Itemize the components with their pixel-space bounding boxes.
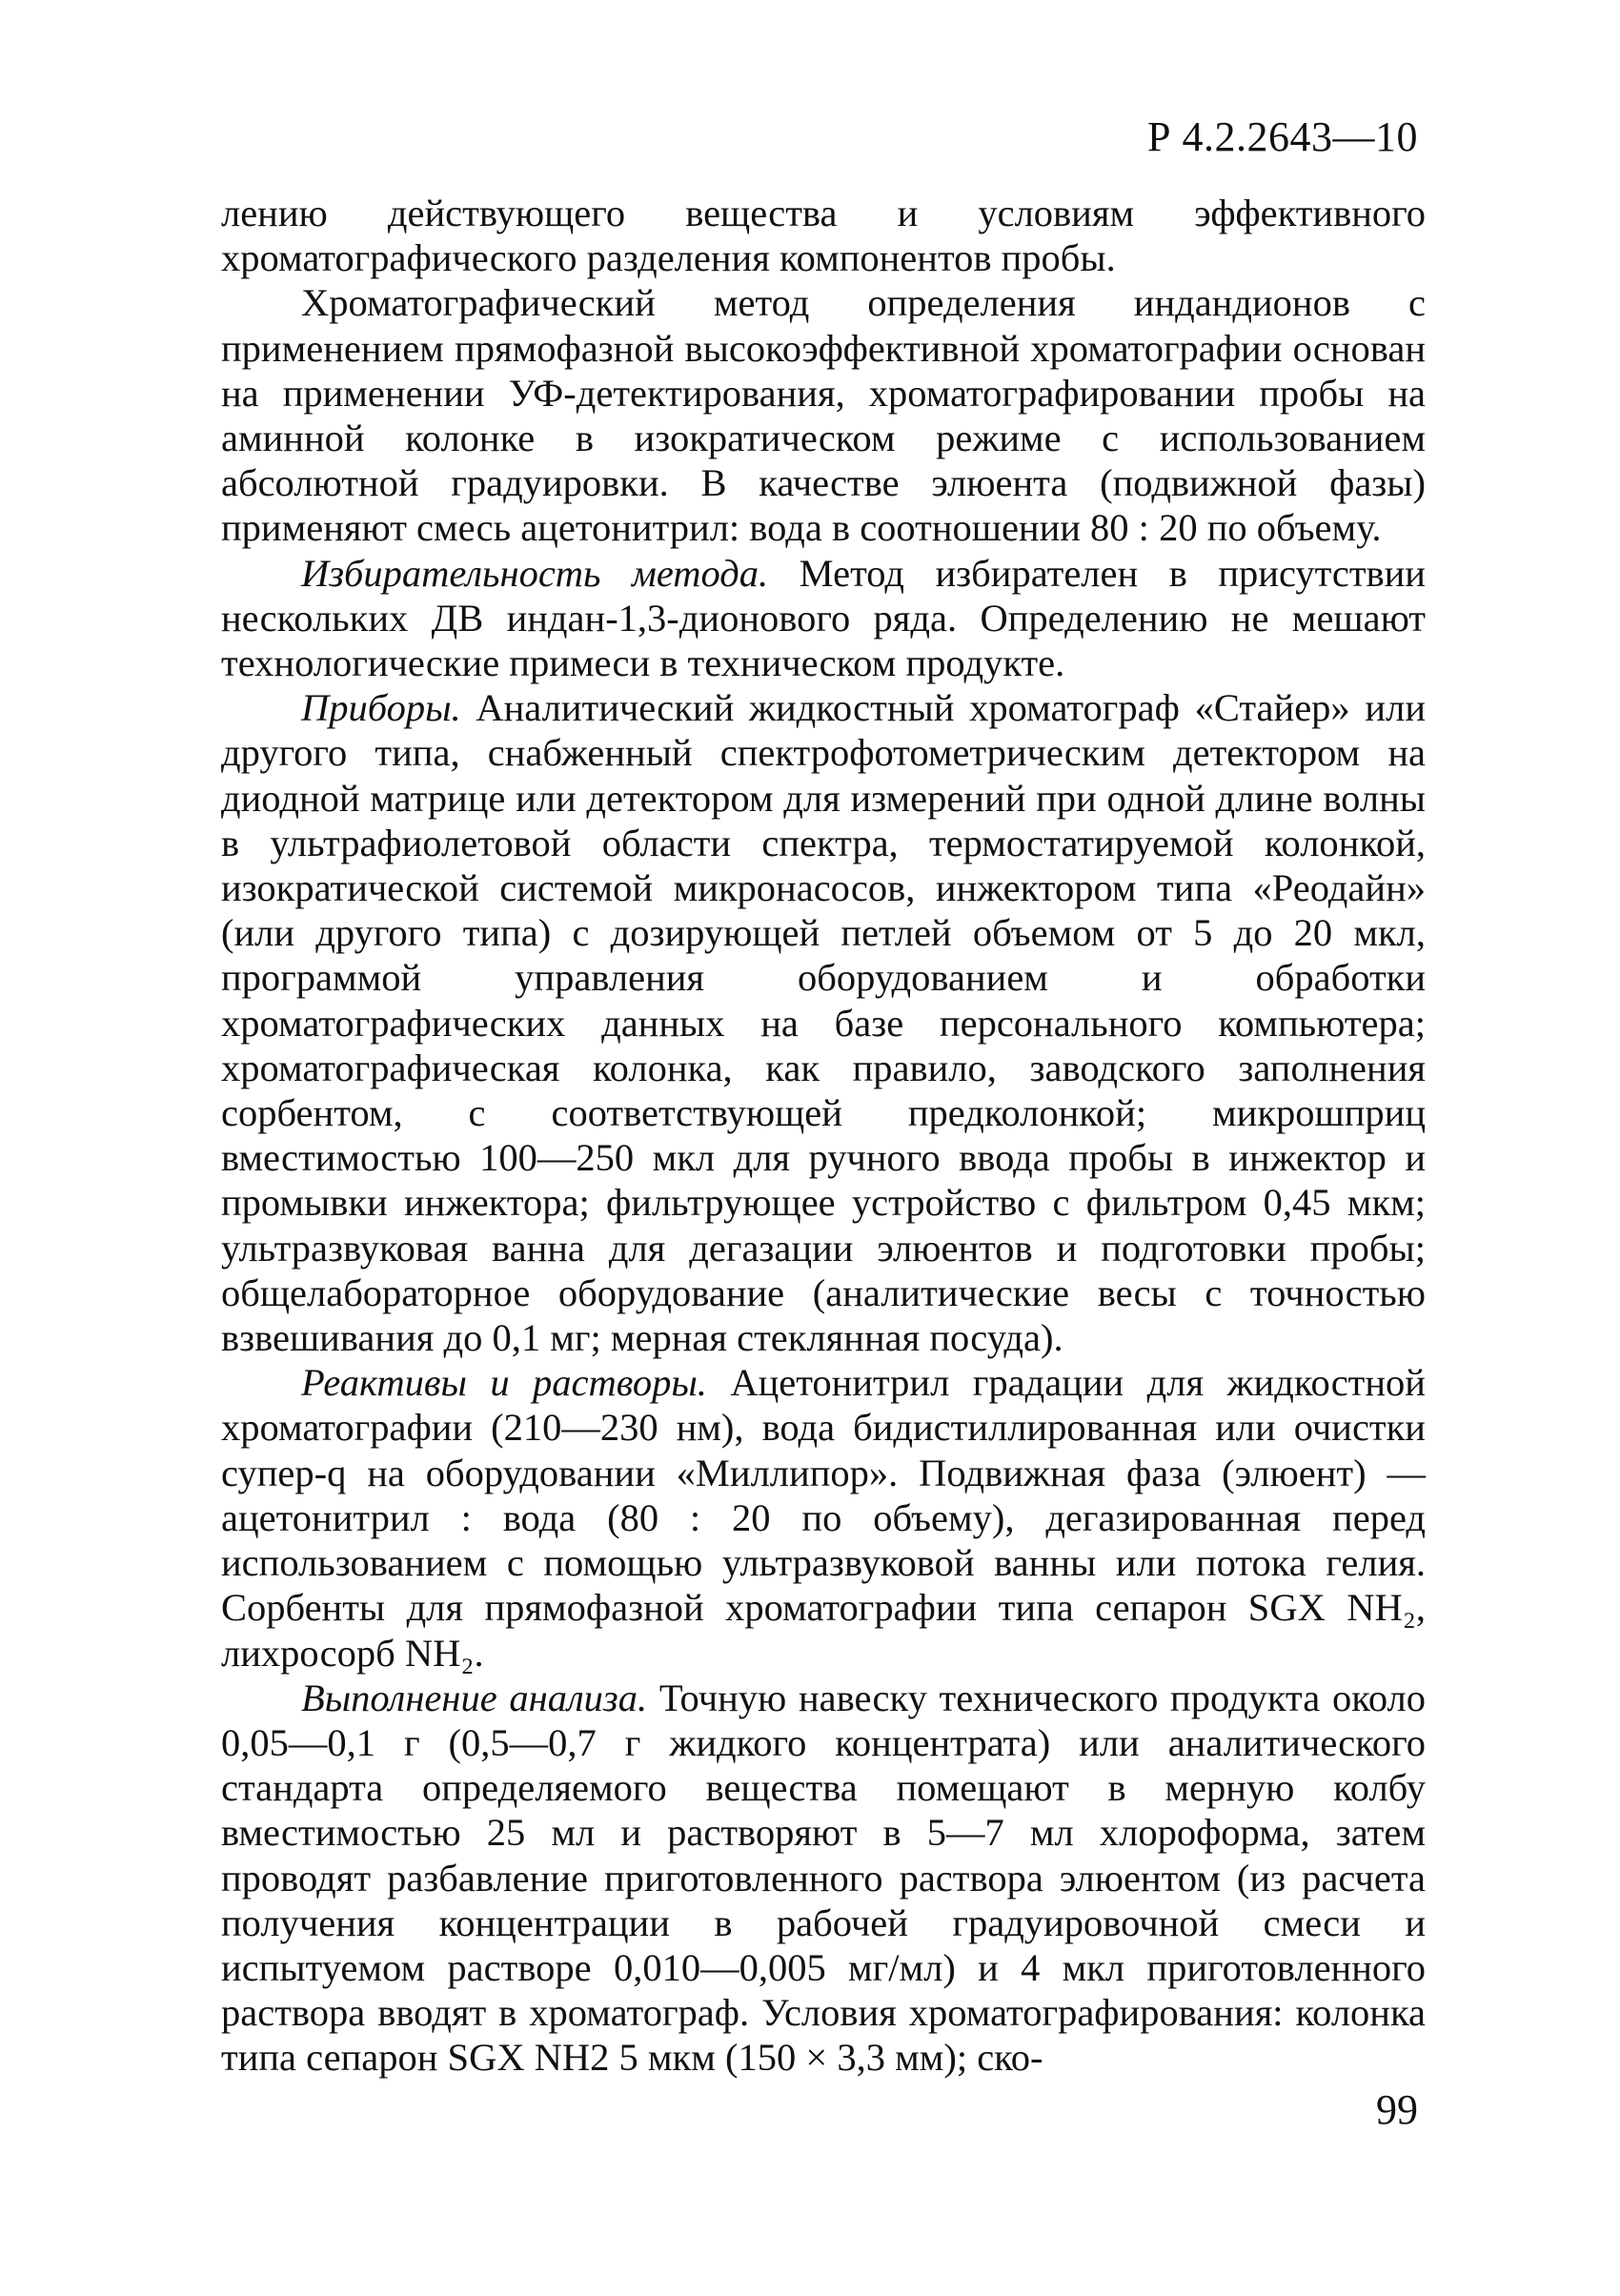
paragraph-text: Хроматографический метод определения индандионов с применением прямофазной высокоэффективной хроматографии основан на применении УФ-детектирования, хроматографировании пробы на аминной колонке в изократическом режиме с использованием абсолютной градуировки. В качестве элюента (подвижной фазы) применяют смесь ацетонитрил: вода в соотношении 80 : 20 по объему. (221, 281, 1426, 550)
document-code-header: Р 4.2.2643—10 (1147, 113, 1418, 160)
paragraph-lead: Избирательность метода. (301, 551, 769, 595)
paragraph-selectivity (221, 551, 1426, 686)
paragraph-lead: Приборы. (301, 686, 461, 730)
paragraph-instruments (221, 685, 1426, 1360)
paragraph-analysis-procedure (221, 1676, 1426, 2081)
page-number: 99 (1376, 2086, 1418, 2133)
paragraph-text: Метод избирателен в присутствии нескольких ДВ индан-1,3-дионового ряда. Определению не мешают технологические примеси в техническом продукте. (221, 551, 1426, 685)
paragraph-reagents (221, 1360, 1426, 1675)
paragraph-text: Точную навеску технического продукта около 0,05—0,1 г (0,5—0,7 г жидкого концентрата) или аналитического стандарта определяемого вещества помещают в мерную колбу вместимостью 25 мл и растворяют в 5—7 мл хлороформа, затем проводят разбавление приготовленного раствора элюентом (из расчета получения концентрации в рабочей градуировочной смеси и испытуемом растворе 0,010—0,005 мг/мл) и 4 мкл приготовленного раствора вводят в хроматограф. Условия хроматографирования: колонка типа сепарон SGX NH2 5 мкм (150 × 3,3 мм); ско- (221, 1676, 1426, 2080)
paragraph-text: лению действующего вещества и условиям эффективного хроматографического разделения компонентов пробы. (221, 192, 1426, 280)
paragraph-method-description (221, 280, 1426, 550)
paragraph-lead: Реактивы и растворы. (301, 1361, 707, 1405)
paragraph-text: Ацетонитрил градации для жидкостной хроматографии (210—230 нм), вода бидистиллированная или очистки супер-q на оборудовании «Миллипор». Подвижная фаза (элюент) — ацетонитрил : вода (80 : 20 по объему), дегазированная перед использованием с помощью ультразвуковой ванны или потока гелия. Сорбенты для прямофазной хроматографии типа сепарон SGX NH₂, лихросорб NH₂. (221, 1361, 1426, 1675)
paragraph-continuation (221, 191, 1426, 280)
body-text (221, 191, 1426, 2081)
paragraph-text: Аналитический жидкостный хроматограф «Стайер» или другого типа, снабженный спектрофотометрическим детектором на диодной матрице или детектором для измерений при одной длине волны в ультрафиолетовой области спектра, термостатируемой колонкой, изократической системой микронасосов, инжектором типа «Реодайн» (или другого типа) с дозирующей петлей объемом от 5 до 20 мкл, программой управления оборудованием и обработки хроматографических данных на базе персонального компьютера; хроматографическая колонка, как правило, заводского заполнения сорбентом, с соответствующей предколонкой; микрошприц вместимостью 100—250 мкл для ручного ввода пробы в инжектор и промывки инжектора; фильтрующее устройство с фильтром 0,45 мкм; ультразвуковая ванна для дегазации элюентов и подготовки пробы; общелабораторное оборудование (аналитические весы с точностью взвешивания до 0,1 мг; мерная стеклянная посуда). (221, 686, 1426, 1360)
paragraph-lead: Выполнение анализа. (301, 1676, 648, 1719)
